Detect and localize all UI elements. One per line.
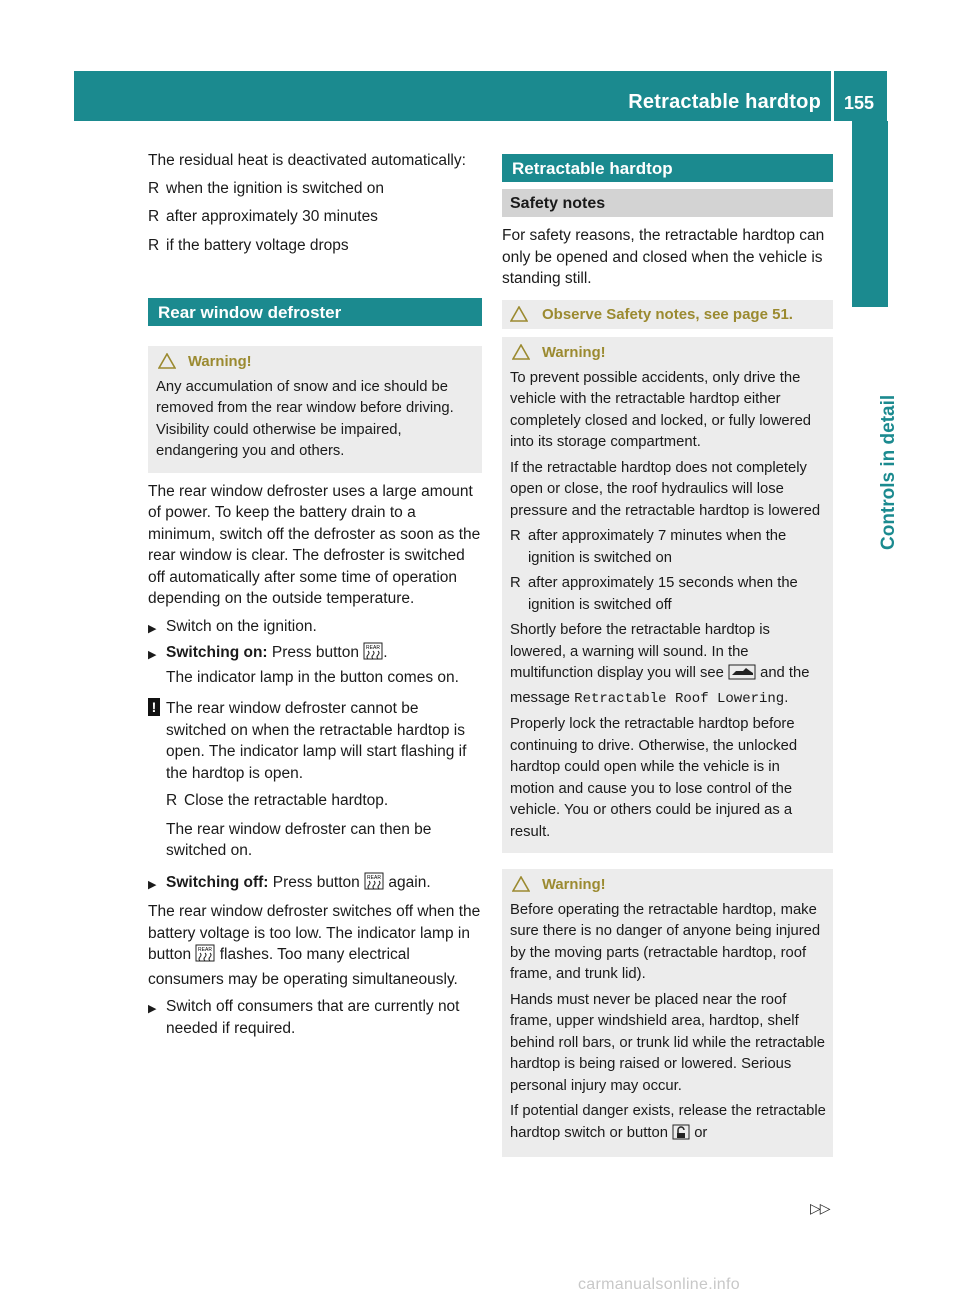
warning-box — [502, 337, 833, 853]
list-item: R after approximately 15 seconds when the ignition is switched off — [510, 575, 798, 613]
unlock-icon — [672, 1124, 690, 1148]
header-divider — [831, 71, 834, 121]
rear-defrost-icon — [195, 944, 215, 969]
warning-triangle-icon — [512, 344, 530, 368]
section-heading-rear-defroster: Rear window defroster — [148, 298, 482, 326]
step-item: ▶ Switch off consumers that are currently not needed if required. — [148, 998, 460, 1037]
svg-text:REAR: REAR — [367, 874, 382, 881]
warning-box — [502, 869, 833, 1157]
side-tab — [852, 121, 888, 307]
display-message: Retractable Roof Lowering — [574, 690, 785, 707]
warning-text: Any accumulation of snow and ice should be removed from the rear window before driving. Visibility could otherwise be impaired, endangering you and others. — [156, 378, 454, 459]
right-column — [502, 154, 833, 1157]
list-item: R if the battery voltage drops — [148, 236, 349, 254]
step-arrow-icon: ▶ — [148, 1003, 157, 1015]
svg-text:REAR: REAR — [366, 645, 381, 651]
warning-text: Hands must never be placed near the roof frame, upper windshield area, hardtop, shelf behind roll bars, or trunk lid while the retractable hardtop is being raised or lowered. Serious personal injury may occur. — [510, 991, 826, 1094]
warning-triangle-icon — [512, 876, 530, 900]
warning-box — [148, 346, 482, 473]
caution-icon: ! — [148, 698, 160, 716]
rear-defrost-icon — [364, 872, 384, 897]
page-number: 155 — [844, 93, 875, 113]
step-item: ▶ Switch on the ignition. — [148, 616, 482, 638]
list-item: R when the ignition is switched on — [148, 179, 384, 197]
warning-title: Warning! — [510, 343, 827, 365]
caution-note: ! The rear window defroster cannot be switched on when the retractable hardtop is open. The indicator lamp will start flashing if the hardtop is open. R Close the retractable hardtop. The rear window defroster can then be switched on. — [148, 698, 482, 862]
warning-title: Warning! — [510, 875, 827, 897]
warning-text: Before operating the retractable hardtop, make sure there is no danger of anyone being injured by the moving parts (retractable hardtop, roof frame, and trunk lid). — [510, 901, 821, 982]
list-item: R after approximately 7 minutes when the ignition is switched on — [510, 528, 787, 566]
section-heading-hardtop: Retractable hardtop — [502, 154, 833, 182]
subsection-heading-safety: Safety notes — [502, 189, 833, 217]
header-bar — [74, 71, 887, 121]
side-tab-label: Controls in detail — [878, 394, 899, 550]
step-item: ▶ Switching on: Press button REAR . The indicator lamp in the button comes on. — [148, 644, 459, 686]
warning-triangle-icon — [158, 353, 176, 377]
list-item: R after approximately 30 minutes — [148, 208, 378, 225]
rear-defrost-icon — [363, 642, 383, 667]
side-tab-label-wrap — [852, 310, 899, 550]
warning-triangle-icon — [510, 306, 528, 329]
warning-text: Shortly before the retractable hardtop is lowered, a warning will sound. In the multifunction display you will see and the message Retractable Roof Lowering. — [510, 622, 810, 707]
convertible-car-icon — [728, 664, 756, 688]
step-arrow-icon: ▶ — [148, 878, 157, 891]
svg-text:REAR: REAR — [198, 947, 213, 953]
battery-paragraph: The rear window defroster switches off when the battery voltage is too low. The indicator lamp in button REAR flashes. Too many electrical consumers may be operating simultaneously. — [148, 903, 481, 988]
safety-intro: For safety reasons, the retractable hardtop can only be opened and closed when the vehicle is standing still. — [502, 227, 825, 287]
warning-text: If the retractable hardtop does not completely open or close, the roof hydraulics will lose pressure and the retractable hardtop is lowered — [510, 459, 821, 519]
step-arrow-icon: ▶ — [148, 622, 157, 635]
watermark-footer: carmanualsonline.info — [578, 1276, 740, 1293]
defroster-paragraph: The rear window defroster uses a large amount of power. To keep the battery drain to a minimum, switch off the defroster as soon as the rear window is clear. The defroster is switched off automatically after some time of operation depending on the outside temperature. — [148, 482, 481, 607]
step-arrow-icon: ▶ — [148, 649, 157, 661]
left-column — [148, 150, 482, 1044]
continued-marker: ▷▷ — [810, 1200, 830, 1216]
safety-reference: Observe Safety notes, see page 51. — [502, 300, 833, 330]
warning-text: If potential danger exists, release the retractable hardtop switch or button or — [510, 1101, 827, 1147]
running-title: Retractable hardtop — [628, 91, 821, 113]
step-item: ▶ Switching off: Press button REAR again. — [148, 872, 482, 897]
warning-text: To prevent possible accidents, only drive the vehicle with the retractable hardtop either completely closed and locked, or fully lowered into its storage compartment. — [510, 369, 812, 450]
list-item: R Close the retractable hardtop. — [166, 792, 389, 809]
residual-heat-intro: The residual heat is deactivated automatically: — [148, 152, 466, 169]
warning-text: Properly lock the retractable hardtop before continuing to drive. Otherwise, the unlocked hardtop could open while the vehicle is in motion and cause you to lose control of the vehicle. You or others could be injured as a result. — [510, 716, 798, 840]
warning-title: Warning! — [156, 352, 476, 374]
